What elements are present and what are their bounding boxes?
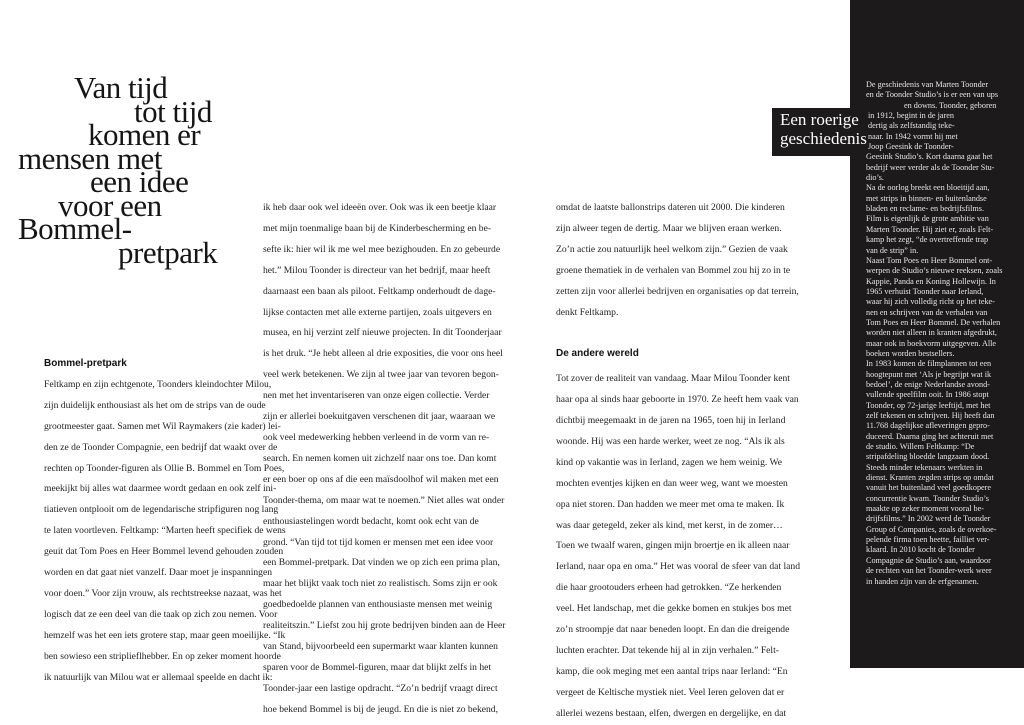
article-headline <box>18 70 246 270</box>
text-line: haar opa al sinds haar geboorte in 1970. Ze heeft hem vaak van <box>556 394 799 406</box>
headline-line: komen er <box>88 117 201 152</box>
text-line: enthousiastelingen wordt bedacht, komt ook echt van de <box>263 515 479 527</box>
sidebar-text-line: waar hij zich volledig richt op het teke- <box>866 297 995 307</box>
sidebar-text-line: en de Toonder Studio’s is er een van ups <box>866 90 999 100</box>
text-line: daarnaast een baan als piloot. Feltkamp onderhoudt de dage- <box>263 285 496 297</box>
sidebar-text-line: in handen zijn van de erfgenamen. <box>866 576 979 586</box>
sidebar-text-line: Steeds minder tekenaars werkten in <box>866 462 983 472</box>
text-line: veel. Het landschap, met die gekke bomen en stukjes bos met <box>556 603 792 615</box>
text-line: search. En nemen komen uit zichzelf naar ons toe. Dan komt <box>263 452 497 464</box>
sidebar-title-line: Een roerige <box>780 110 859 129</box>
text-line: vergeet de Keltische mystiek niet. Veel Ieren geloven dat er <box>556 686 785 698</box>
sidebar-title <box>780 110 867 148</box>
sidebar-text-line: stripafdeling bloedde langzaam dood. <box>866 452 990 462</box>
sidebar-text-line: van de strip” in. <box>866 245 919 255</box>
sidebar-text-line: de studio. Willem Feltkamp: “De <box>866 442 975 452</box>
text-line: omdat de laatste ballonstrips dateren uit 2000. Die kinderen <box>556 202 785 213</box>
sidebar-text-line: Marten Toonder. Hij ziet er, zoals Felt- <box>866 224 994 234</box>
text-line: Toen we twaalf waren, gingen mijn broertje en ik alleen naar <box>556 540 790 552</box>
text-line: woonde. Hij was een harde werker, weet ze nog. “Als ik als <box>556 435 785 447</box>
text-line: Tot zover de realiteit van vandaag. Maar Milou Toonder kent <box>556 373 790 385</box>
text-line: realiteitszin.” Liefst zou hij grote bedrijven binden aan de Heer <box>263 620 506 632</box>
text-line: zo’n stroompje dat naar beneden loopt. En dan die dreigende <box>556 624 790 636</box>
text-line: Toonder-jaar een lastige opdracht. “Zo’n bedrijf vraagt direct <box>263 682 498 694</box>
sidebar-text-line: in 1912, begint in de jaren <box>868 111 954 121</box>
sidebar-text-line: zelf tekenen en schrijven. Hij heeft dan <box>866 411 995 420</box>
sidebar-text-line: bladen en reclame- en bedrijfsfilms. <box>866 204 984 214</box>
text-line: tiatieven ontplooit om de legendarische stripfiguren nog lang <box>44 504 279 516</box>
text-line: ben sowieso een striplieflhebber. En op zeker moment hoorde <box>44 650 281 662</box>
sidebar-text-line: Film is eigenlijk de grote ambitie van <box>866 214 989 224</box>
sidebar-body-text <box>866 80 1014 587</box>
text-line: zetten zijn voor allerlei bedrijven en organisaties op dat terrein, <box>556 285 799 297</box>
text-line: het.” Milou Toonder is directeur van het bedrijf, maar heeft <box>263 264 491 276</box>
text-line: worden en dat gaat niet vanzelf. Daar moet je inspanningen <box>44 567 273 579</box>
text-line: sefte ik: hier wil ik me wel mee bezighouden. En zo gebeurde <box>263 243 501 255</box>
text-line: grootmeester gaat. Samen met Wil Raymakers (zie kader) lei- <box>44 420 281 432</box>
sidebar-text-line: klaard. In 2010 kocht de Toonder <box>866 545 975 555</box>
text-line: te laten voortleven. Feltkamp: “Marten heeft specifiek de wens <box>44 525 286 537</box>
sidebar-text-line: 11.768 dagelijkse afleveringen gepro- <box>866 421 990 431</box>
text-line: is het druk. “Je hebt alleen al drie exposities, die voor ons heel <box>263 348 503 360</box>
sidebar-text-line: worden niet alleen in kranten afgedrukt, <box>866 328 997 338</box>
sidebar-text-line: boeken worden bestsellers. <box>866 348 955 358</box>
text-line: lijkse contacten met alle externe partijen, zoals uitgevers en <box>263 306 492 318</box>
text-column-3 <box>556 198 800 725</box>
sidebar-text-line: de rechten van het Toonder-werk weer <box>866 566 992 576</box>
text-line: musea, en hij verzint zelf nieuwe projecten. In dit Toonderjaar <box>263 327 502 339</box>
sidebar-text-line: Na de oorlog breekt een bloeitijd aan, <box>866 183 990 193</box>
text-line: met mijn toenmalige baan bij de Kinderbescherming en be- <box>263 222 492 234</box>
text-column-1 <box>44 354 286 689</box>
headline-line: Van tijd <box>74 70 168 105</box>
sidebar-text-line: Group of Companies, zoals de overkoe- <box>866 524 997 534</box>
text-line: logisch dat ze een deel van die taak op zich zou nemen. Voor <box>44 608 278 620</box>
headline-line: Bommel- <box>18 211 132 246</box>
text-line: veel werk betekenen. We zijn al twee jaar van tevoren begon- <box>263 369 499 381</box>
sidebar-text-line: In 1983 komen de filmplannen tot een <box>866 359 992 369</box>
sidebar-text-line: 1965 verhuist Toonder naar Ierland, <box>866 286 984 296</box>
text-line: er een boer op ons af die een maïsdoolhof wil maken met een <box>263 473 499 485</box>
text-line: maar het blijkt vaak toch niet zo realistisch. Soms zijn er ook <box>263 578 498 590</box>
text-line: allerlei wezens bestaan, elfen, dwergen en dergelijke, en dat <box>556 707 787 719</box>
sidebar-text-line: bedrijf weer verder als de Toonder Stu- <box>866 162 995 172</box>
text-line: denkt Feltkamp. <box>556 306 619 318</box>
body-text <box>556 369 800 724</box>
text-line: zijn alweer tegen de dertig. Maar we blijven eraan werken. <box>556 222 782 234</box>
text-line: kamp, die ook meging met een aantal trips naar Ierland: “En <box>556 665 788 677</box>
text-line: luchten erachter. Dat tekende hij al in zijn verhalen.” Felt- <box>556 645 779 657</box>
text-line: was daar getegeld, zeker als kind, met kerst, in de zomer… <box>556 519 783 531</box>
sidebar-text-line: naar. In 1942 vormt hij met <box>868 131 958 141</box>
text-line: zijn er allerlei boekuitgaven verschenen dit jaar, waaraan we <box>263 411 496 423</box>
sidebar-text-line: pelende firma toen heette, failliet ver- <box>866 535 990 545</box>
sidebar-text-line: dio’s. <box>866 173 884 183</box>
sidebar-text-line: Naast Tom Poes en Heer Bommel ont- <box>866 255 993 265</box>
sidebar-text-line: Kappie, Panda en Koning Hollewijn. In <box>866 276 996 286</box>
text-line: nen met het inventariseren van onze eigen collectie. Verder <box>263 390 490 402</box>
sidebar-text-line: maar ook in boekvorm uitgegeven. Alle <box>866 338 997 348</box>
text-line: zijn duidelijk enthousiast als het om de strips van de oude <box>44 399 266 411</box>
sidebar-text-line: dertig als zelfstandig teke- <box>868 121 955 131</box>
sidebar-text-line: Tom Poes en Heer Bommel. De verhalen <box>866 317 1001 327</box>
text-line: hoe bekend Bommel is bij de jeugd. En die is niet zo bekend, <box>263 703 498 715</box>
headline-line: pretpark <box>118 234 218 270</box>
text-line: die haar grootouders erheen had getrokken. “Ze herkenden <box>556 582 782 594</box>
text-line: opa niet storen. Dan hadden we meer met oma te maken. Ik <box>556 498 785 510</box>
text-line: groene thematiek in de verhalen van Bommel zou hij zo in te <box>556 264 791 276</box>
headline-line: tot tijd <box>134 93 212 129</box>
text-line: voor doen.” Voor zijn vrouw, als rechtstreekse nazaat, was het <box>44 587 282 599</box>
text-line: kind op vakantie was in Ierland, zagen we hem weinig. We <box>556 456 783 468</box>
text-line: dichtbij meegemaakt in de jaren na 1965, toen hij in Ierland <box>556 415 786 427</box>
text-line: Zo’n actie zou natuurlijk heel welkom zijn.” Gezien de vaak <box>556 243 788 255</box>
text-line: Ierland, naar opa en oma.” Het was vooral de sfeer van dat land <box>556 561 800 573</box>
body-text <box>556 198 799 323</box>
sidebar-text-line: dienst. Kranten zegden strips op omdat <box>866 473 994 483</box>
section-heading-de-andere-wereld: De andere wereld <box>556 348 639 360</box>
text-line: een Bommel-pretpark. Dat vinden we op zich een prima plan, <box>263 557 500 569</box>
headline-line: een idee <box>90 164 189 199</box>
text-line: geuit dat Tom Poes en Heer Bommel levend gehouden zouden <box>44 546 284 558</box>
sidebar-title-line: geschiedenis <box>780 129 867 148</box>
body-text <box>263 198 506 721</box>
text-line: grond. “Van tijd tot tijd komen er mensen met een idee voor <box>263 536 494 548</box>
text-line: ook veel medewerking hebben verleend in de vorm van re- <box>263 431 490 443</box>
sidebar-text-line: duceerd. Daarna ging het achteruit met <box>866 431 994 441</box>
sidebar-text-line: concurrentie kwam. Toonder Studio’s <box>866 493 989 503</box>
sidebar-text-line: Joop Geesink de Toonder- <box>868 142 954 152</box>
text-line: Toonder-thema, om maar wat te noemen.” Niet alles wat onder <box>263 494 505 506</box>
sidebar-text-line: Geesink Studio’s. Kort daarna gaat het <box>866 152 993 162</box>
sidebar-text-line: kamp het zegt, “de overtreffende trap <box>866 235 989 245</box>
sidebar-text-line: werpen de Studio’s nieuwe reeksen, zoals <box>866 266 1003 276</box>
sidebar-text-line: Compagnie de Studio’s aan, waardoor <box>866 555 991 565</box>
text-line: Feltkamp en zijn echtgenote, Toonders kleindochter Milou, <box>44 378 272 390</box>
sidebar-text-line: drijfsfilms.” In 2002 werd de Toonder <box>866 514 991 524</box>
sidebar-text-line: hoogtepunt met ‘Als je begrijpt wat ik <box>866 369 992 379</box>
sidebar-text-line: bedoel’, de enige Nederlandse avond- <box>866 379 990 389</box>
headline-line: mensen met <box>18 140 162 176</box>
text-line: ik natuurlijk van Milou wat er allemaal speelde en dacht ik: <box>44 671 273 683</box>
text-line: rechten op Toonder-figuren als Ollie B. Bommel en Tom Poes, <box>44 462 285 474</box>
text-line: mochten eventjes kijken en dan weer weg, want we moesten <box>556 477 788 489</box>
sidebar-text-line: vanuit het buitenland veel goedkopere <box>866 483 992 493</box>
text-column-2 <box>263 198 506 721</box>
text-line: meekijkt bij alles wat daarmee wordt gedaan en ook zelf ini- <box>44 483 277 495</box>
sidebar-text-line: met strips in binnen- en buitenlandse <box>866 193 987 203</box>
sidebar-text-line: nen en schrijven van de verhalen van <box>866 307 988 317</box>
sidebar-text-line: Toonder, op 72-jarige leeftijd, met het <box>866 400 991 410</box>
sidebar-text-line: De geschiedenis van Marten Toonder <box>866 80 989 89</box>
sidebar-text-line: en downs. Toonder, geboren <box>904 100 997 110</box>
text-line: sparen voor de Bommel-figuren, maar dat blijkt zelfs in het <box>263 661 492 673</box>
sidebar-text-line: maakte op zeker moment vooral be- <box>866 504 984 514</box>
sidebar-text-line: vullende speelfilm ooit. In 1986 stopt <box>866 390 989 400</box>
text-line: hemzelf was het een iets grotere stap, maar geen moeilijke. “Ik <box>44 629 286 641</box>
text-line: goedbedoelde plannen van enthousiaste mensen met weinig <box>263 599 493 611</box>
text-line: den ze de Toonder Compagnie, een bedrijf dat waakt over de <box>44 441 278 453</box>
headline-line: voor een <box>58 187 162 223</box>
text-line: van Stand, bijvoorbeeld een supermarkt waar klanten kunnen <box>263 641 498 653</box>
section-heading-bommel-pretpark: Bommel-pretpark <box>44 358 127 369</box>
text-line: ik heb daar ook wel ideeën over. Ook was ik een beetje klaar <box>263 202 497 213</box>
body-text <box>44 375 286 689</box>
